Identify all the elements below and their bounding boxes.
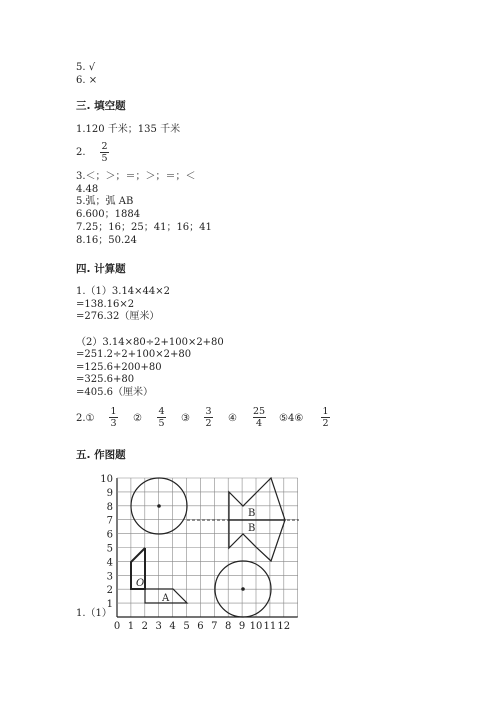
fill-q8: 8.16；50.24 <box>76 235 137 246</box>
x-tick-label: 11 <box>263 621 277 632</box>
judge-item-5: 5. √ <box>76 62 96 73</box>
y-tick-label: 4 <box>106 557 113 569</box>
x-tick-label: 9 <box>238 621 246 632</box>
x-tick-label: 3 <box>155 621 162 632</box>
y-tick-label: 7 <box>106 515 113 527</box>
fraction-numerator: 1 <box>322 406 329 417</box>
fill-q4: 4.48 <box>76 184 99 195</box>
point-b-bottom-label: B <box>248 523 256 534</box>
fraction-numerator: 25 <box>253 406 266 417</box>
fraction-denominator: 3 <box>110 418 117 429</box>
x-tick-label: 10 <box>249 621 263 632</box>
x-tick-label: 1 <box>127 621 135 632</box>
calc-p1-line-3: =276.32（厘米） <box>76 311 160 322</box>
y-tick-label: 8 <box>106 501 113 513</box>
fraction-numerator: 3 <box>205 406 212 417</box>
x-tick-label: 8 <box>225 621 232 632</box>
y-tick-label: 6 <box>106 529 113 541</box>
calc-q2-marker-4: ④ <box>228 413 237 424</box>
y-tick-label: 5 <box>106 543 113 555</box>
y-tick-label: 2 <box>106 585 113 597</box>
judge-item-6: 6. × <box>76 75 98 86</box>
x-tick-label: 12 <box>277 621 291 632</box>
calc-q2-marker-5-6: ⑤4⑥ <box>279 413 304 424</box>
draw-q1-label: 1.（1） <box>76 608 112 619</box>
fill-q7: 7.25；16；25；41；16；41 <box>76 222 212 233</box>
fraction-denominator: 5 <box>101 153 108 164</box>
shape-b-bottom <box>229 520 285 561</box>
y-tick-label: 1 <box>106 599 113 611</box>
x-tick-label: 2 <box>141 621 148 632</box>
calc-p2-line-5: =405.6（厘米） <box>76 387 154 398</box>
point-o-label: O <box>136 578 145 589</box>
fraction-numerator: 2 <box>101 141 108 152</box>
calc-p2-line-4: =325.6+80 <box>76 374 135 385</box>
fill-q1: 1.120 千米；135 千米 <box>76 124 181 135</box>
fraction-denominator: 2 <box>205 418 212 429</box>
top-left-circle-center <box>157 504 161 508</box>
fraction-numerator: 4 <box>158 406 165 417</box>
calc-p1-line-2: =138.16×2 <box>76 299 135 310</box>
shape-b-top <box>229 478 285 520</box>
y-tick-label: 10 <box>100 474 113 485</box>
point-a-label: A <box>162 593 170 604</box>
bottom-right-circle-center <box>241 587 245 591</box>
calc-p1-line-1: 1.（1）3.14×44×2 <box>76 286 171 297</box>
fraction-numerator: 1 <box>110 406 117 417</box>
calc-q2-marker-2: ② <box>133 413 142 424</box>
fill-q6: 6.600；1884 <box>76 209 141 220</box>
y-tick-label: 3 <box>106 571 113 583</box>
fraction-denominator: 2 <box>322 418 329 429</box>
section-5-title: 五. 作图题 <box>76 449 126 461</box>
calc-p2-line-1: （2）3.14×80÷2+100×2+80 <box>76 337 224 348</box>
point-b-top-label: B <box>248 508 256 519</box>
fill-q3: 3.＜；＞；＝；＞；＝；＜ <box>76 171 196 182</box>
calc-p2-line-2: =251.2÷2+100×2+80 <box>76 349 192 360</box>
section-4-title: 四. 计算题 <box>76 263 126 275</box>
calc-q2-marker-3: ③ <box>181 413 190 424</box>
fraction-denominator: 4 <box>256 418 263 429</box>
x-tick-label: 7 <box>211 621 218 632</box>
fill-q2-prefix: 2. <box>76 147 86 158</box>
fraction-denominator: 5 <box>158 418 165 429</box>
fill-q5: 5.弧；弧 AB <box>76 196 134 207</box>
x-tick-label: 4 <box>169 621 176 632</box>
y-tick-label: 9 <box>106 487 113 499</box>
section-3-title: 三. 填空题 <box>76 100 126 112</box>
calc-q2-prefix: 2.① <box>76 413 95 424</box>
x-tick-label: 5 <box>183 621 190 632</box>
x-tick-label: 6 <box>197 621 204 632</box>
calc-p2-line-3: =125.6+200+80 <box>76 362 162 373</box>
origin-label: 0 <box>113 621 121 632</box>
